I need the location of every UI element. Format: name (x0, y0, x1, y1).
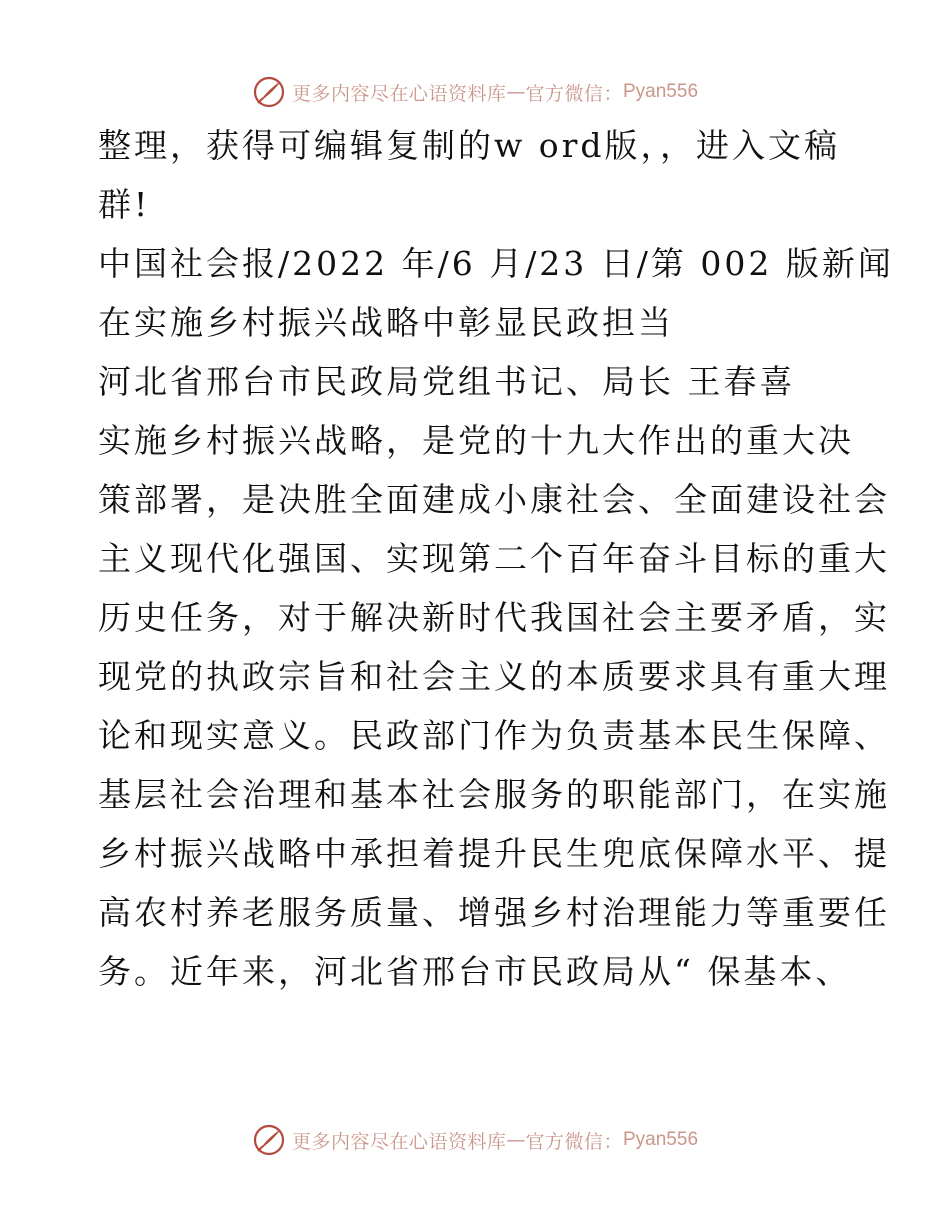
watermark-dash: — (506, 1129, 526, 1151)
watermark-account: Pyan556 (623, 81, 699, 102)
paragraph-line-5: 现党的执政宗旨和社会主义的本质要求具有重大理 (98, 657, 890, 696)
watermark-main-text: 更多内容尽在心语资料库 (291, 1130, 507, 1153)
text-line-1: 整理，获得可编辑复制的w ord版，，进入文稿 (98, 126, 841, 165)
paragraph-line-8: 乡村振兴战略中承担着提升民生兜底保障水平、提 (98, 834, 890, 873)
paragraph-line-4: 历史任务，对于解决新时代我国社会主要矛盾，实 (98, 598, 890, 637)
paragraph-line-9: 高农村养老服务质量、增强乡村治理能力等重要任 (98, 893, 890, 932)
article-author: 河北省邢台市民政局党组书记、局长 王春喜 (98, 362, 796, 401)
footer-watermark (0, 1120, 950, 1160)
paragraph-line-2: 策部署，是决胜全面建成小康社会、全面建设社会 (98, 480, 890, 519)
newspaper-source-line: 中国社会报/2022 年/6 月/23 日/第 002 版新闻 (98, 244, 894, 283)
document-body (98, 116, 894, 1001)
article-title: 在实施乡村振兴战略中彰显民政担当 (98, 303, 674, 342)
watermark-dash: — (506, 81, 526, 103)
text-line-2: 群! (98, 185, 151, 224)
quill-logo-icon (252, 75, 286, 109)
watermark-account: Pyan556 (623, 1129, 699, 1150)
watermark-label: 官方微信： (525, 1130, 623, 1153)
paragraph-line-6: 论和现实意义。民政部门作为负责基本民生保障、 (98, 716, 890, 755)
watermark-label: 官方微信： (525, 82, 623, 105)
watermark-main-text: 更多内容尽在心语资料库 (291, 82, 507, 105)
paragraph-line-1: 实施乡村振兴战略，是党的十九大作出的重大决 (98, 421, 854, 460)
quill-logo-icon (252, 1123, 286, 1157)
header-watermark (0, 72, 950, 112)
paragraph-line-7: 基层社会治理和基本社会服务的职能部门，在实施 (98, 775, 890, 814)
paragraph-line-10: 务。近年来，河北省邢台市民政局从“ 保基本、 (98, 952, 852, 991)
paragraph-line-3: 主义现代化强国、实现第二个百年奋斗目标的重大 (98, 539, 890, 578)
